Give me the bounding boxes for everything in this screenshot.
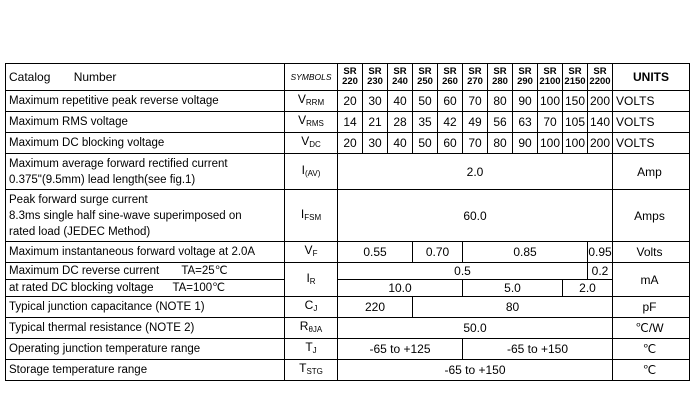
- value-cell: -65 to +150: [338, 360, 613, 381]
- unit-cell: ℃: [613, 339, 690, 360]
- row-iav: [6, 154, 690, 190]
- value-cell: 56: [488, 112, 513, 133]
- value-cell: 30: [363, 133, 388, 154]
- number-label: Number: [73, 70, 117, 84]
- value-cell: 63: [513, 112, 538, 133]
- value-cell: 0.2: [588, 263, 613, 280]
- param-label: Typical junction capacitance (NOTE 1): [6, 297, 285, 318]
- condition-label: TA=100℃: [172, 282, 226, 294]
- catalog-label: Catalog: [9, 70, 51, 84]
- value-cell: 40: [388, 133, 413, 154]
- value-cell: 140: [588, 112, 613, 133]
- value-cell: 30: [363, 91, 388, 112]
- header-row: [6, 64, 690, 91]
- part-header: SR 2100: [538, 64, 563, 91]
- value-cell: 42: [438, 112, 463, 133]
- symbol-cell: $R_{\theta JA}$: [285, 318, 338, 339]
- symbol-cell: $V_{RMS}$: [285, 112, 338, 133]
- part-header: SR 2150: [563, 64, 588, 91]
- part-header: SR 280: [488, 64, 513, 91]
- value-cell: 60.0: [338, 190, 613, 242]
- part-header: SR 240: [388, 64, 413, 91]
- value-cell: 20: [338, 91, 363, 112]
- param-label: Maximum average forward rectified current 0.375"(9.5mm) lead length(see fig.1): [6, 154, 285, 190]
- param-label: Typical thermal resistance (NOTE 2): [6, 318, 285, 339]
- unit-cell: VOLTS: [613, 133, 690, 154]
- value-cell: 150: [563, 91, 588, 112]
- unit-cell: VOLTS: [613, 112, 690, 133]
- value-cell: 105: [563, 112, 588, 133]
- row-vf: [6, 242, 690, 263]
- value-cell: -65 to +150: [463, 339, 613, 360]
- param-label: Maximum instantaneous forward voltage at 2.0A: [6, 242, 285, 263]
- unit-cell: Volts: [613, 242, 690, 263]
- catalog-number-header: [6, 64, 285, 91]
- symbol-cell: $T_{STG}$: [285, 360, 338, 381]
- symbol-cell: $V_F$: [285, 242, 338, 263]
- value-cell: 5.0: [463, 280, 563, 297]
- value-cell: 80: [488, 91, 513, 112]
- symbol-cell: $I_{FSM}$: [285, 190, 338, 242]
- row-vrms: [6, 112, 690, 133]
- value-cell: 0.85: [463, 242, 588, 263]
- value-cell: 28: [388, 112, 413, 133]
- part-header: SR 2200: [588, 64, 613, 91]
- symbol-cell: $V_{DC}$: [285, 133, 338, 154]
- value-cell: 40: [388, 91, 413, 112]
- row-cj: [6, 297, 690, 318]
- row-vrrm: [6, 91, 690, 112]
- part-header: SR 290: [513, 64, 538, 91]
- value-cell: 0.5: [338, 263, 588, 280]
- units-header: UNITS: [613, 64, 690, 91]
- value-cell: 200: [588, 133, 613, 154]
- param-label: Maximum RMS voltage: [6, 112, 285, 133]
- param-label: at rated DC blocking voltage TA=100℃: [6, 280, 285, 297]
- value-cell: 90: [513, 133, 538, 154]
- value-cell: 50: [413, 133, 438, 154]
- value-cell: 100: [563, 133, 588, 154]
- value-cell: 20: [338, 133, 363, 154]
- value-cell: 21: [363, 112, 388, 133]
- param-label: Maximum repetitive peak reverse voltage: [6, 91, 285, 112]
- unit-cell: ℃/W: [613, 318, 690, 339]
- part-header: SR 230: [363, 64, 388, 91]
- value-cell: 0.95: [588, 242, 613, 263]
- unit-cell: pF: [613, 297, 690, 318]
- value-cell: 0.55: [338, 242, 413, 263]
- condition-label: TA=25℃: [181, 265, 228, 277]
- value-cell: 70: [463, 91, 488, 112]
- unit-cell: VOLTS: [613, 91, 690, 112]
- row-tstg: [6, 360, 690, 381]
- value-cell: 100: [538, 133, 563, 154]
- value-cell: 80: [413, 297, 613, 318]
- value-cell: 70: [538, 112, 563, 133]
- value-cell: 200: [588, 91, 613, 112]
- row-ir-25: [6, 263, 690, 280]
- value-cell: 50.0: [338, 318, 613, 339]
- value-cell: 220: [338, 297, 413, 318]
- value-cell: 100: [538, 91, 563, 112]
- symbol-cell: $I_R$: [285, 263, 338, 297]
- value-cell: 50: [413, 91, 438, 112]
- value-cell: 90: [513, 91, 538, 112]
- symbol-cell: $C_J$: [285, 297, 338, 318]
- param-label: Operating junction temperature range: [6, 339, 285, 360]
- row-rth: [6, 318, 690, 339]
- unit-cell: ℃: [613, 360, 690, 381]
- row-ir-100: [6, 280, 690, 297]
- param-label: Peak forward surge current 8.3ms single half sine-wave superimposed on rated load (JEDEC Method): [6, 190, 285, 242]
- value-cell: -65 to +125: [338, 339, 463, 360]
- value-cell: 2.0: [563, 280, 613, 297]
- value-cell: 14: [338, 112, 363, 133]
- row-ifsm: [6, 190, 690, 242]
- ratings-table: [5, 63, 690, 381]
- param-label: Storage temperature range: [6, 360, 285, 381]
- value-cell: 10.0: [338, 280, 463, 297]
- part-header: SR 260: [438, 64, 463, 91]
- symbol-cell: $T_J$: [285, 339, 338, 360]
- row-vdc: [6, 133, 690, 154]
- value-cell: 35: [413, 112, 438, 133]
- symbol-cell: $V_{RRM}$: [285, 91, 338, 112]
- value-cell: 49: [463, 112, 488, 133]
- value-cell: 0.70: [413, 242, 463, 263]
- value-cell: 60: [438, 133, 463, 154]
- unit-cell: Amps: [613, 190, 690, 242]
- value-cell: 2.0: [338, 154, 613, 190]
- symbols-header: SYMBOLS: [285, 64, 338, 91]
- symbol-cell: $I_{(AV)}$: [285, 154, 338, 190]
- part-header: SR 270: [463, 64, 488, 91]
- value-cell: 70: [463, 133, 488, 154]
- value-cell: 60: [438, 91, 463, 112]
- part-header: SR 250: [413, 64, 438, 91]
- value-cell: 80: [488, 133, 513, 154]
- part-header: SR 220: [338, 64, 363, 91]
- row-tj: [6, 339, 690, 360]
- param-label: Maximum DC reverse current TA=25℃: [6, 263, 285, 280]
- unit-cell: mA: [613, 263, 690, 297]
- unit-cell: Amp: [613, 154, 690, 190]
- param-label: Maximum DC blocking voltage: [6, 133, 285, 154]
